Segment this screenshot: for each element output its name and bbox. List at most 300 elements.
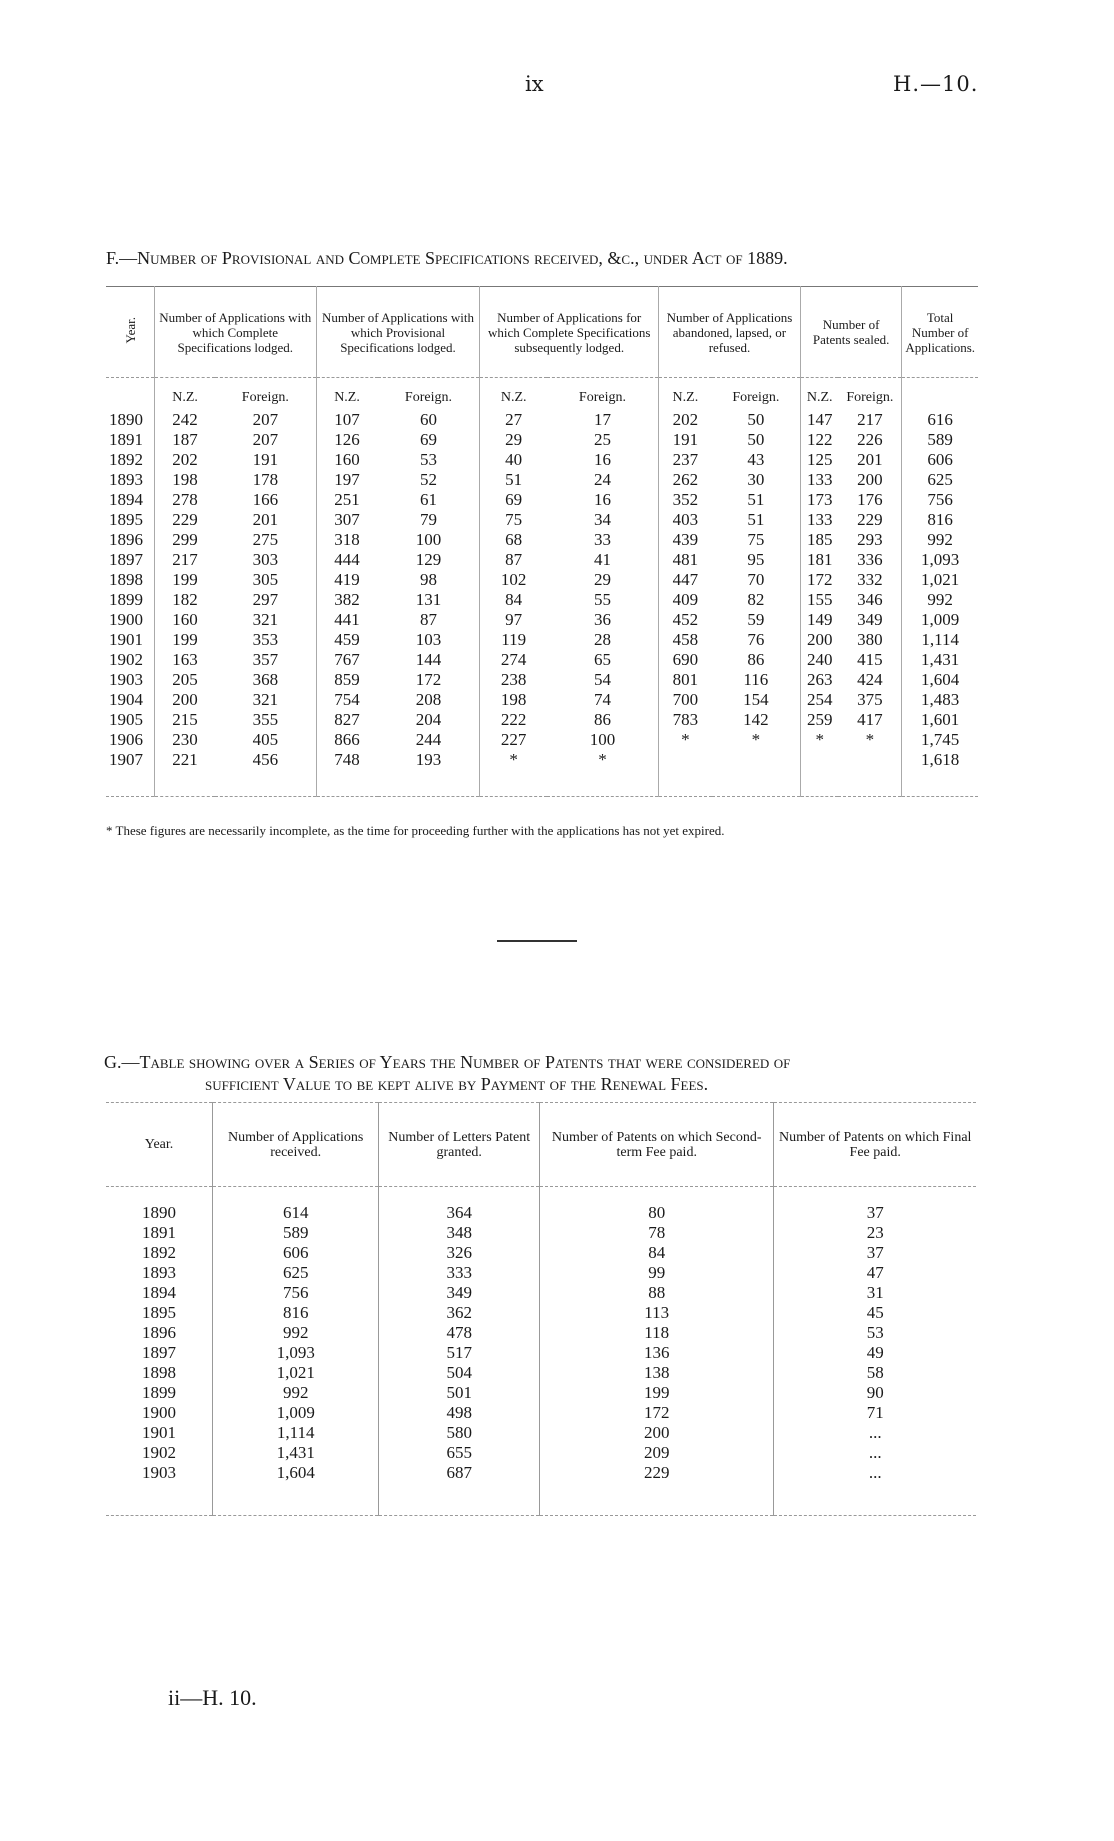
table-cell: 131 [415, 590, 442, 609]
table-cell: 33 [593, 530, 611, 549]
table-cell: 1,601 [902, 710, 978, 730]
table-cell: 1,021 [213, 1363, 379, 1383]
col-applications-received: Number of Applications received. [213, 1103, 379, 1187]
table-cell: 45 [774, 1303, 976, 1323]
cell-year: 1897 [106, 550, 155, 570]
table-cell: 17 [593, 410, 611, 429]
col-complete-specs: Number of Applications with which Complete Specifications lodged. [155, 287, 317, 378]
table-cell: 293 [857, 530, 883, 549]
table-cell: 78 [540, 1223, 774, 1243]
table-cell: 53 [774, 1323, 976, 1343]
table-cell: 614 [213, 1187, 379, 1224]
table-cell: 403 [659, 510, 712, 530]
col-year-label: Year. [122, 317, 138, 344]
table-row [106, 710, 978, 730]
table-cell: 217 [857, 410, 883, 429]
table-cell: 208 [415, 690, 442, 709]
table-cell: 333 [379, 1263, 540, 1283]
table-cell: 193 [415, 750, 442, 769]
cell-year: 1892 [106, 450, 155, 470]
table-row [106, 1223, 976, 1243]
table-cell: 199 [540, 1383, 774, 1403]
sub-nz: N.Z. [659, 378, 712, 411]
table-cell: 375 [857, 690, 883, 709]
table-cell: 51 [480, 470, 547, 490]
cell-year: 1898 [106, 570, 155, 590]
table-cell: 992 [902, 590, 978, 610]
table-cell: 54 [593, 670, 611, 689]
col-patents-sealed: Number of Patents sealed. [800, 287, 901, 378]
table-row [106, 1343, 976, 1363]
table-cell: 346 [857, 590, 883, 609]
table-cell: 409 [659, 590, 712, 610]
table-row [106, 1243, 976, 1263]
table-cell: 222 [480, 710, 547, 730]
table-row [106, 1263, 976, 1283]
table-cell: 100 [415, 530, 442, 549]
table-row [106, 1187, 976, 1224]
cell-year: 1890 [142, 1203, 176, 1222]
table-row [106, 630, 978, 650]
table-cell: 103 [415, 630, 442, 649]
table-cell: 199 [155, 630, 216, 650]
table-cell: 129 [415, 550, 442, 569]
table-cell: 50 [747, 430, 765, 449]
table-cell: 100 [589, 730, 616, 749]
table-cell [800, 750, 838, 797]
table-cell: 209 [540, 1443, 774, 1463]
table-cell: 827 [316, 710, 377, 730]
table-cell: 144 [415, 650, 442, 669]
table-cell: 198 [480, 690, 547, 710]
table-cell: * [598, 750, 607, 769]
table-g [106, 1102, 976, 1516]
table-cell: 23 [774, 1223, 976, 1243]
table-cell: 254 [800, 690, 838, 710]
cell-year: 1890 [106, 410, 155, 430]
table-cell: 202 [659, 410, 712, 430]
cell-year: 1898 [142, 1363, 176, 1382]
table-cell: 1,093 [213, 1343, 379, 1363]
table-cell: 419 [316, 570, 377, 590]
sub-foreign: Foreign. [404, 389, 452, 405]
cell-year: 1903 [142, 1463, 176, 1482]
table-cell: 221 [155, 750, 216, 797]
table-cell: 181 [800, 550, 838, 570]
table-cell: 1,483 [902, 690, 978, 710]
table-cell: 230 [155, 730, 216, 750]
table-cell: 102 [480, 570, 547, 590]
table-cell: 992 [902, 530, 978, 550]
table-cell: 160 [155, 610, 216, 630]
cell-year: 1904 [106, 690, 155, 710]
table-cell: 201 [857, 450, 883, 469]
table-f [106, 286, 978, 797]
table-cell: 783 [659, 710, 712, 730]
table-cell: 217 [155, 550, 216, 570]
table-cell: 155 [800, 590, 838, 610]
table-cell: 191 [252, 450, 279, 469]
table-cell: 299 [155, 530, 216, 550]
table-cell: 415 [857, 650, 883, 669]
table-cell: 41 [593, 550, 611, 569]
table-cell: 240 [800, 650, 838, 670]
table-cell: 84 [480, 590, 547, 610]
table-cell: 52 [419, 470, 437, 489]
table-cell: 138 [540, 1363, 774, 1383]
table-cell: 34 [593, 510, 611, 529]
table-cell: 278 [155, 490, 216, 510]
sub-foreign: Foreign. [241, 389, 289, 405]
sub-nz: N.Z. [800, 378, 838, 411]
table-cell: 122 [800, 430, 838, 450]
page-reference: H.—10. [893, 72, 979, 96]
cell-year: 1902 [142, 1443, 176, 1462]
cell-year: 1896 [106, 530, 155, 550]
cell-year: 1894 [142, 1283, 176, 1302]
table-cell: 118 [540, 1323, 774, 1343]
table-cell: 303 [252, 550, 279, 569]
table-cell: 866 [316, 730, 377, 750]
table-cell: 332 [857, 570, 883, 589]
col-second-term-fee: Number of Patents on which Second-term Fee paid. [540, 1103, 774, 1187]
table-cell: 200 [857, 470, 883, 489]
table-cell: 201 [252, 510, 279, 529]
table-cell: 88 [540, 1283, 774, 1303]
table-cell: 200 [800, 630, 838, 650]
col-total: Total Number of Applications. [902, 287, 978, 378]
table-row [106, 1323, 976, 1343]
table-row [106, 490, 978, 510]
table-cell: 318 [316, 530, 377, 550]
table-cell: 441 [316, 610, 377, 630]
table-cell: 75 [747, 530, 765, 549]
table-cell: 119 [480, 630, 547, 650]
cell-year: 1893 [142, 1263, 176, 1282]
cell-year: 1899 [142, 1383, 176, 1402]
table-cell: 30 [747, 470, 765, 489]
table-cell: 37 [774, 1187, 976, 1224]
table-cell: 53 [419, 450, 437, 469]
table-cell: 133 [800, 510, 838, 530]
cell-year: 1895 [142, 1303, 176, 1322]
table-cell: 687 [379, 1463, 540, 1516]
cell-year: 1905 [106, 710, 155, 730]
table-cell: 625 [902, 470, 978, 490]
table-cell: 82 [747, 590, 765, 609]
table-row [106, 670, 978, 690]
table-cell: 51 [747, 490, 765, 509]
table-row [106, 590, 978, 610]
table-cell: ... [774, 1463, 976, 1516]
table-cell: 1,604 [213, 1463, 379, 1516]
table-cell: 452 [659, 610, 712, 630]
table-cell: 16 [593, 490, 611, 509]
cell-year: 1892 [142, 1243, 176, 1262]
table-cell: 182 [155, 590, 216, 610]
table-row [106, 750, 978, 797]
table-cell: 589 [902, 430, 978, 450]
table-cell: 251 [316, 490, 377, 510]
table-cell: 86 [747, 650, 765, 669]
table-cell: * [865, 730, 875, 749]
table-row [106, 1463, 976, 1516]
table-cell: 24 [593, 470, 611, 489]
table-cell: 349 [379, 1283, 540, 1303]
table-cell: 147 [800, 410, 838, 430]
cell-year: 1900 [142, 1403, 176, 1422]
table-cell: 305 [252, 570, 279, 589]
table-cell: 99 [540, 1263, 774, 1283]
table-cell: 1,745 [902, 730, 978, 750]
col-letters-patent-granted: Number of Letters Patent granted. [379, 1103, 540, 1187]
table-row [106, 1383, 976, 1403]
table-cell: 355 [252, 710, 279, 729]
table-cell: 353 [252, 630, 279, 649]
table-cell: 205 [155, 670, 216, 690]
table-cell: 113 [540, 1303, 774, 1323]
cell-year: 1897 [142, 1343, 176, 1362]
table-cell: 49 [774, 1343, 976, 1363]
table-row [106, 1283, 976, 1303]
table-cell: 992 [213, 1323, 379, 1343]
table-row [106, 510, 978, 530]
table-cell: 163 [155, 650, 216, 670]
cell-year: 1902 [106, 650, 155, 670]
table-cell: ... [774, 1443, 976, 1463]
table-cell: 456 [252, 750, 279, 769]
table-cell: 204 [415, 710, 442, 729]
table-cell: 349 [857, 610, 883, 629]
table-cell: 297 [252, 590, 279, 609]
table-row [106, 450, 978, 470]
table-cell: 226 [857, 430, 883, 449]
table-cell: 178 [252, 470, 279, 489]
col-year [106, 287, 155, 378]
table-cell: 364 [379, 1187, 540, 1224]
table-cell: 498 [379, 1403, 540, 1423]
cell-year: 1906 [106, 730, 155, 750]
col-provisional-specs: Number of Applications with which Provisional Specifications lodged. [316, 287, 480, 378]
table-cell: 142 [743, 710, 769, 729]
footer-signature: ii—H. 10. [168, 1685, 257, 1710]
table-cell: 160 [316, 450, 377, 470]
table-f-title [106, 248, 788, 269]
table-cell: 382 [316, 590, 377, 610]
table-cell: 187 [155, 430, 216, 450]
table-cell: 380 [857, 630, 883, 649]
table-cell: 133 [800, 470, 838, 490]
table-cell: 59 [747, 610, 765, 629]
table-cell: 197 [316, 470, 377, 490]
table-f-body [106, 410, 978, 797]
table-cell: 625 [213, 1263, 379, 1283]
table-cell: 504 [379, 1363, 540, 1383]
table-cell: 125 [800, 450, 838, 470]
table-cell: 80 [540, 1187, 774, 1224]
table-cell: 424 [857, 670, 883, 689]
table-row [106, 570, 978, 590]
table-cell: * [751, 730, 761, 749]
table-cell: 50 [747, 410, 765, 429]
table-cell: 47 [774, 1263, 976, 1283]
table-cell: 326 [379, 1243, 540, 1263]
table-cell: 76 [747, 630, 765, 649]
table-cell: 25 [593, 430, 611, 449]
cell-year: 1891 [142, 1223, 176, 1242]
table-row [106, 1363, 976, 1383]
table-cell: 756 [213, 1283, 379, 1303]
table-cell: 459 [316, 630, 377, 650]
table-cell: 75 [480, 510, 547, 530]
table-cell: 79 [419, 510, 437, 529]
table-cell: 229 [857, 510, 883, 529]
table-cell: 176 [857, 490, 883, 509]
table-cell: 481 [659, 550, 712, 570]
table-cell: 447 [659, 570, 712, 590]
table-cell: * [659, 730, 712, 750]
table-cell: 439 [659, 530, 712, 550]
table-row [106, 1403, 976, 1423]
table-cell: 31 [774, 1283, 976, 1303]
cell-year: 1900 [106, 610, 155, 630]
table-cell: 198 [155, 470, 216, 490]
table-cell: 606 [213, 1243, 379, 1263]
table-cell: 16 [593, 450, 611, 469]
table-cell: 126 [316, 430, 377, 450]
table-row [106, 470, 978, 490]
table-cell: 40 [480, 450, 547, 470]
table-g-body [106, 1187, 976, 1516]
table-cell: 616 [902, 410, 978, 430]
cell-year: 1903 [106, 670, 155, 690]
col-abandoned: Number of Applications abandoned, lapsed, or refused. [659, 287, 801, 378]
sub-foreign: Foreign. [578, 389, 626, 405]
sub-foreign: Foreign. [732, 389, 780, 405]
table-cell [712, 750, 801, 797]
table-cell: 185 [800, 530, 838, 550]
table-cell: 166 [252, 490, 279, 509]
table-cell: 417 [857, 710, 883, 729]
table-cell: 1,114 [213, 1423, 379, 1443]
table-cell: 458 [659, 630, 712, 650]
table-cell: 1,431 [902, 650, 978, 670]
table-cell: 36 [593, 610, 611, 629]
table-cell: 87 [419, 610, 437, 629]
table-cell: 368 [252, 670, 279, 689]
table-cell: 172 [800, 570, 838, 590]
table-cell: 501 [379, 1383, 540, 1403]
table-cell: ... [774, 1423, 976, 1443]
table-row [106, 1423, 976, 1443]
section-divider [497, 940, 577, 942]
table-cell: 748 [316, 750, 377, 797]
table-row [106, 410, 978, 430]
cell-year: 1901 [106, 630, 155, 650]
cell-year: 1896 [142, 1323, 176, 1342]
table-cell: 816 [902, 510, 978, 530]
table-cell: 357 [252, 650, 279, 669]
table-cell: 237 [659, 450, 712, 470]
table-cell: * [800, 730, 838, 750]
cell-year: 1893 [106, 470, 155, 490]
table-cell: 242 [155, 410, 216, 430]
table-row [106, 650, 978, 670]
table-cell: 859 [316, 670, 377, 690]
table-cell: 74 [593, 690, 611, 709]
table-cell: 87 [480, 550, 547, 570]
table-cell: 172 [415, 670, 442, 689]
table-cell: 136 [540, 1343, 774, 1363]
table-f-title-text: Number of Provisional and Complete Specifications received, &c., under Act of 1889. [137, 248, 788, 268]
table-cell: 352 [659, 490, 712, 510]
table-cell: 61 [419, 490, 437, 509]
table-cell: 86 [593, 710, 611, 729]
table-cell: 154 [743, 690, 769, 709]
table-cell: 1,009 [902, 610, 978, 630]
table-cell: 229 [155, 510, 216, 530]
table-cell: 29 [480, 430, 547, 450]
table-cell: 655 [379, 1443, 540, 1463]
table-cell: 227 [480, 730, 547, 750]
cell-year: 1891 [106, 430, 155, 450]
table-cell: 992 [213, 1383, 379, 1403]
table-f-title-prefix: F.— [106, 248, 138, 268]
table-cell: 580 [379, 1423, 540, 1443]
table-cell: 1,431 [213, 1443, 379, 1463]
table-cell: 1,114 [902, 630, 978, 650]
table-cell: 756 [902, 490, 978, 510]
table-cell: 43 [747, 450, 765, 469]
table-cell: * [480, 750, 547, 797]
table-cell: 321 [252, 610, 279, 629]
table-cell: 70 [747, 570, 765, 589]
table-cell: 29 [593, 570, 611, 589]
table-cell: 1,618 [902, 750, 978, 797]
table-row [106, 690, 978, 710]
table-cell: 754 [316, 690, 377, 710]
table-cell: 606 [902, 450, 978, 470]
table-cell: 321 [252, 690, 279, 709]
table-cell: 202 [155, 450, 216, 470]
table-cell: 307 [316, 510, 377, 530]
col-year: Year. [106, 1103, 213, 1187]
table-cell: 69 [480, 490, 547, 510]
table-cell: 801 [659, 670, 712, 690]
table-cell: 362 [379, 1303, 540, 1323]
table-cell: 1,604 [902, 670, 978, 690]
table-cell: 58 [774, 1363, 976, 1383]
table-cell: 71 [774, 1403, 976, 1423]
table-cell: 262 [659, 470, 712, 490]
table-cell: 65 [593, 650, 611, 669]
table-cell: 275 [252, 530, 279, 549]
table-cell: 69 [419, 430, 437, 449]
table-cell [838, 750, 901, 797]
table-cell: 517 [379, 1343, 540, 1363]
table-cell: 444 [316, 550, 377, 570]
table-row [106, 430, 978, 450]
col-complete-subsequent: Number of Applications for which Complete Specifications subsequently lodged. [480, 287, 659, 378]
table-cell: 28 [593, 630, 611, 649]
table-cell: 191 [659, 430, 712, 450]
sub-blank [106, 378, 155, 411]
table-cell: 172 [540, 1403, 774, 1423]
table-cell: 107 [316, 410, 377, 430]
table-row [106, 530, 978, 550]
table-cell: 229 [540, 1463, 774, 1516]
table-cell: 767 [316, 650, 377, 670]
